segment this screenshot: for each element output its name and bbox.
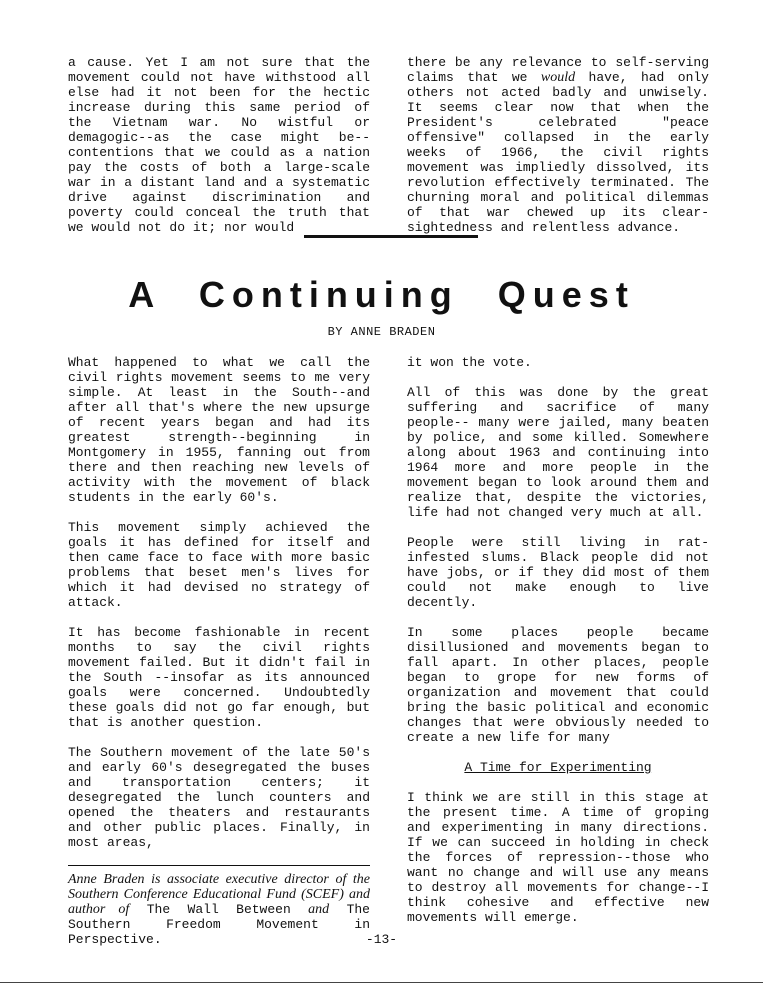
footer-rule [0, 982, 763, 983]
section-subheading: A Time for Experimenting [464, 760, 652, 775]
article-title: A Continuing Quest [128, 274, 635, 315]
article-column-left [68, 355, 370, 947]
page-number: -13- [365, 932, 398, 947]
text-span: there be any relevance to self-serving claims that we [407, 55, 709, 85]
paragraph: I think we are still in this stage at the present time. A time of groping and experimenting in many directions. If we can succeed in holding in check the forces of repression--those who want no change and will use any means to destroy all movements for change--I think cohesive and effective new movements will emerge. [407, 790, 709, 925]
paragraph: This movement simply achieved the goals it has defined for itself and then came face to face with more basic problems that beset men's lives for which it had devised no strategy of attack. [68, 520, 370, 610]
paragraph: It has become fashionable in recent months to say the civil rights movement failed. But it didn't fail in the South --insofar as its announced goals were concerned. Undoubtedly these goals did not go far enough, but that is another question. [68, 625, 370, 730]
article-column-right [407, 355, 709, 925]
footnote-divider [68, 865, 370, 866]
text-span: have, had only others not acted badly and unwisely. It seems clear now that when the President's celebrated "peace offensive" collapsed in the early weeks of 1966, the civil rights movement was impliedly dissolved, its revolution effectively terminated. The churning moral and political dilemmas of that war chewed up its clear-sightedness and relentless advance. [407, 70, 709, 235]
paragraph: What happened to what we call the civil rights movement seems to me very simple. At least in the South--and after all that's where the new upsurge of recent years began and had its greatest strength--beginning in Montgomery in 1955, fanning out from there and then reaching new levels of activity with the movement of black students in the early 60's. [68, 355, 370, 505]
emphasis-text: would [540, 70, 576, 85]
author-note-italic: Anne Braden is associate executive director of the Southern Conference Educational Fund (SCEF) and author of [68, 872, 370, 917]
paragraph: All of this was done by the great suffering and sacrifice of many people-- many were jailed, many beaten by police, and some killed. Somewhere along about 1963 and continuing into 1964 more and more people in the movement began to look around them and realize that, despite the victories, life had not changed very much at all. [407, 385, 709, 520]
paragraph: The Southern movement of the late 50's and early 60's desegregated the buses and transportation centers; it desegregated the lunch counters and opened the theaters and restaurants and other public places. Finally, in most areas, [68, 745, 370, 850]
continued-text-right [407, 55, 709, 235]
paragraph: it won the vote. [407, 355, 532, 370]
continued-text-left [68, 55, 370, 235]
author-note-and: and [308, 902, 330, 917]
section-divider [304, 235, 478, 238]
paragraph [407, 55, 709, 235]
paragraph: a cause. Yet I am not sure that the movement could not have withstood all else had it not been for the hectic increase during this same period of the Vietnam war. No wistful or demagogic--as the case might be--contentions that we could as a nation pay the costs of both a large-scale war in a distant land and a systematic drive against discrimination and poverty could conceal the truth that we would not do it; nor would [68, 55, 370, 235]
paragraph: People were still living in rat-infested slums. Black people did not have jobs, or if they did most of them could not make enough to live decently. [407, 535, 709, 610]
book-title: The Wall Between [146, 902, 291, 917]
paragraph: In some places people became disillusioned and movements began to fall apart. In other places, people began to grope for new forms of organization and movement that could bring the basic political and economic changes that were obviously needed to create a new life for many [407, 625, 709, 745]
byline: BY ANNE BRADEN [327, 325, 436, 339]
book-title: The Southern Freedom Movement in Perspective. [68, 902, 370, 947]
